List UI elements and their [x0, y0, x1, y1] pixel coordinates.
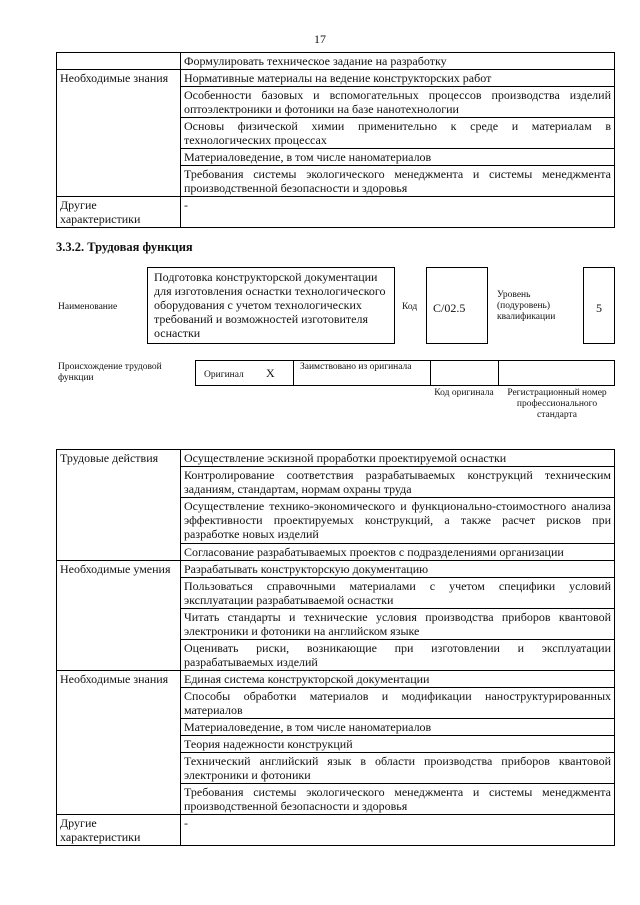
page-number: 17	[314, 32, 326, 46]
name-box	[147, 267, 395, 344]
knowledge-item: Материаловедение, в том числе наноматериалов	[181, 719, 615, 736]
skill-item: Оценивать риски, возникающие при изготовлении и эксплуатации разрабатываемых изделий	[181, 640, 615, 671]
top-empty-cell	[57, 53, 181, 70]
top-knowledge-item: Материаловедение, в том числе наноматериалов	[181, 149, 615, 166]
skill-item: Читать стандарты и технические условия производства приборов квантовой электроники и фотоники на английском языке	[181, 609, 615, 640]
action-item: Контролирование соответствия разрабатываемых конструкций техническим заданиям, стандартам, нормам охраны труда	[181, 467, 615, 498]
actions-label: Трудовые действия	[57, 450, 181, 561]
origin-box	[195, 360, 615, 386]
top-other-value: -	[181, 197, 615, 228]
top-knowledge-item: Нормативные материалы на ведение конструкторских работ	[181, 70, 615, 87]
knowledge-item: Теория надежности конструкций	[181, 736, 615, 753]
knowledge-item: Требования системы экологического менеджмента и системы менеджмента производственной безопасности и здоровья	[181, 784, 615, 815]
code-caption: Код оригинала	[434, 388, 494, 398]
top-table	[56, 52, 615, 228]
code-label: Код	[402, 302, 418, 312]
knowledge-item: Технический английский язык в области производства приборов квантовой электроники и фотоники	[181, 753, 615, 784]
other-value: -	[181, 815, 615, 846]
skills-label: Необходимые умения	[57, 561, 181, 671]
level-label: Уровень (подуровень) квалификации	[497, 290, 556, 322]
skill-item: Пользоваться справочными материалами с учетом специфики условий эксплуатации разрабатываемой оснастки	[181, 578, 615, 609]
main-table	[56, 449, 615, 846]
skill-item: Разрабатывать конструкторскую документацию	[181, 561, 615, 578]
action-item: Согласование разрабатываемых проектов с подразделениями организации	[181, 544, 615, 561]
name-value: Подготовка конструкторской документации для изготовления оснастки технологического оборудования с учетом технологических требований и возможностей изготовителя оснастки	[154, 270, 386, 340]
top-knowledge-label: Необходимые знания	[57, 70, 181, 197]
level-value: 5	[596, 301, 602, 315]
action-item: Осуществление эскизной проработки проектируемой оснастки	[181, 450, 615, 467]
knowledge-item: Способы обработки материалов и модификации наноструктурированных материалов	[181, 688, 615, 719]
knowledge-item: Единая система конструкторской документации	[181, 671, 615, 688]
top-other-label: Другие характеристики	[57, 197, 181, 228]
knowledge-label: Необходимые знания	[57, 671, 181, 815]
top-knowledge-item: Особенности базовых и вспомогательных процессов производства изделий оптоэлектроники и фотоники на базе нанотехнологии	[181, 87, 615, 118]
top-knowledge-item: Основы физической химии применительно к среде и материалам в технологических процессах	[181, 118, 615, 149]
reg-caption: Регистрационный номер профессионального стандарта	[507, 388, 607, 420]
top-knowledge-item: Требования системы экологического менеджмента и системы менеджмента производственной безопасности и здоровья	[181, 166, 615, 197]
origin-label: Происхождение трудовой функции	[58, 362, 162, 383]
code-box	[426, 267, 488, 344]
action-item: Осуществление технико-экономического и функционально-стоимостного анализа эффективности проектируемых конструкций, а также расчет рисков при разработке новых изделий	[181, 498, 615, 544]
level-box	[583, 267, 615, 344]
top-first-row: Формулировать техническое задание на разработку	[181, 53, 615, 70]
code-value: С/02.5	[433, 301, 466, 315]
original-label: Оригинал	[204, 370, 244, 380]
other-label: Другие характеристики	[57, 815, 181, 846]
section-title: 3.3.2. Трудовая функция	[56, 240, 193, 254]
original-mark: X	[266, 366, 275, 380]
name-label: Наименование	[58, 302, 118, 312]
borrowed-label: Заимствовано из оригинала	[300, 362, 412, 372]
